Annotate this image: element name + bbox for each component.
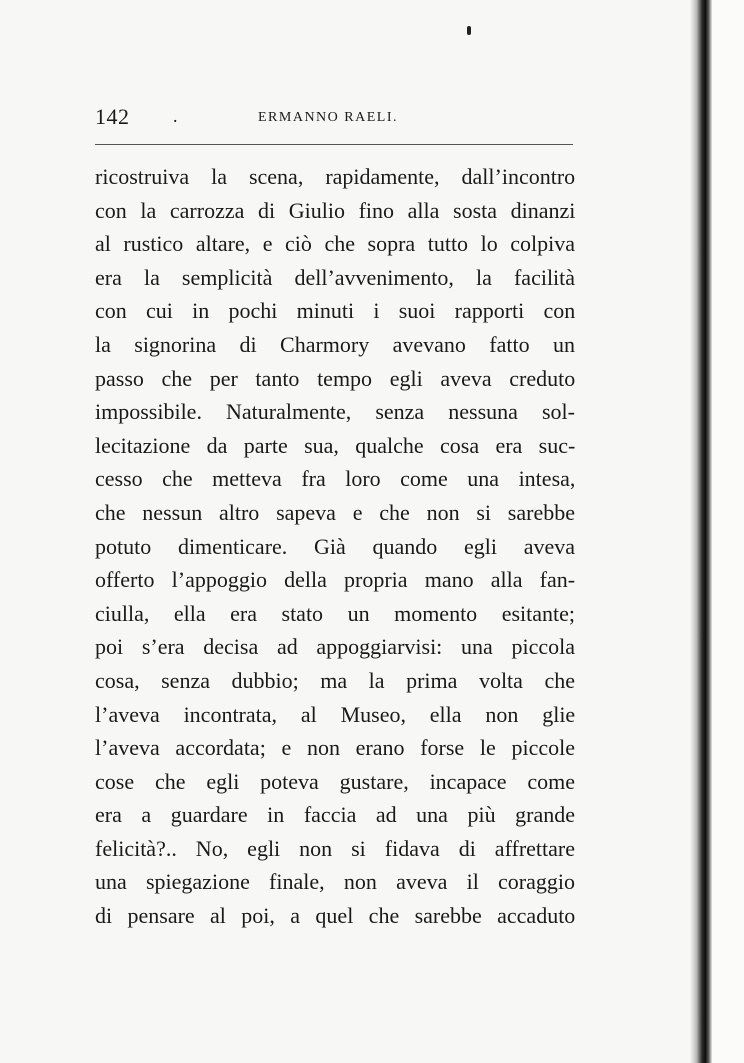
text-line: con la carrozza di Giulio fino alla sosta dinanzi [95, 197, 576, 223]
text-line: che nessun altro sapeva e che non si sarebbe [95, 499, 575, 525]
text-line: potuto dimenticare. Già quando egli aveva [95, 533, 575, 559]
text-line: l’aveva incontrata, al Museo, ella non glie [95, 701, 576, 727]
text-line: offerto l’appoggio della propria mano alla fan- [95, 567, 576, 593]
text-line: la signorina di Charmory avevano fatto un [95, 331, 575, 357]
text-line: era la semplicità dell’avvenimento, la facilità [95, 264, 576, 290]
header-rule [95, 144, 573, 145]
text-line: impossibile. Naturalmente, senza nessuna sol- [95, 399, 575, 425]
page-edge [712, 0, 744, 1063]
text-line: cose che egli poteva gustare, incapace come [95, 768, 575, 794]
book-spine-shadow [690, 0, 712, 1063]
text-line: l’aveva accordata; e non erano forse le piccole [95, 735, 575, 761]
text-line: con cui in pochi minuti i suoi rapporti con [95, 298, 576, 324]
text-line: poi s’era decisa ad appoggiarvisi: una piccola [95, 634, 575, 660]
text-line: cesso che metteva fra loro come una intesa, [95, 466, 576, 492]
header-dot: . [173, 106, 178, 126]
text-line: passo che per tanto tempo egli aveva creduto [95, 365, 576, 391]
body-text [95, 160, 575, 933]
text-line: al rustico altare, e ciò che sopra tutto lo colpiva [95, 231, 575, 257]
page-number: 142 [95, 104, 130, 129]
page-header [95, 104, 575, 130]
text-line: una spiegazione finale, non aveva il coraggio [95, 869, 575, 895]
text-line: cosa, senza dubbio; ma la prima volta che [95, 667, 575, 693]
text-line: ciulla, ella era stato un momento esitante; [95, 600, 575, 626]
text-line: di pensare al poi, a quel che sarebbe accaduto [95, 903, 576, 929]
text-line: ricostruiva la scena, rapidamente, dall’incontro [95, 164, 576, 189]
running-head: ERMANNO RAELI. [258, 110, 398, 125]
text-line: lecitazione da parte sua, qualche cosa era suc- [95, 432, 576, 458]
ink-speck [467, 26, 471, 35]
text-line: era a guardare in faccia ad una più grande [95, 802, 575, 828]
text-line: felicità?.. No, egli non si fidava di affrettare [95, 835, 575, 861]
